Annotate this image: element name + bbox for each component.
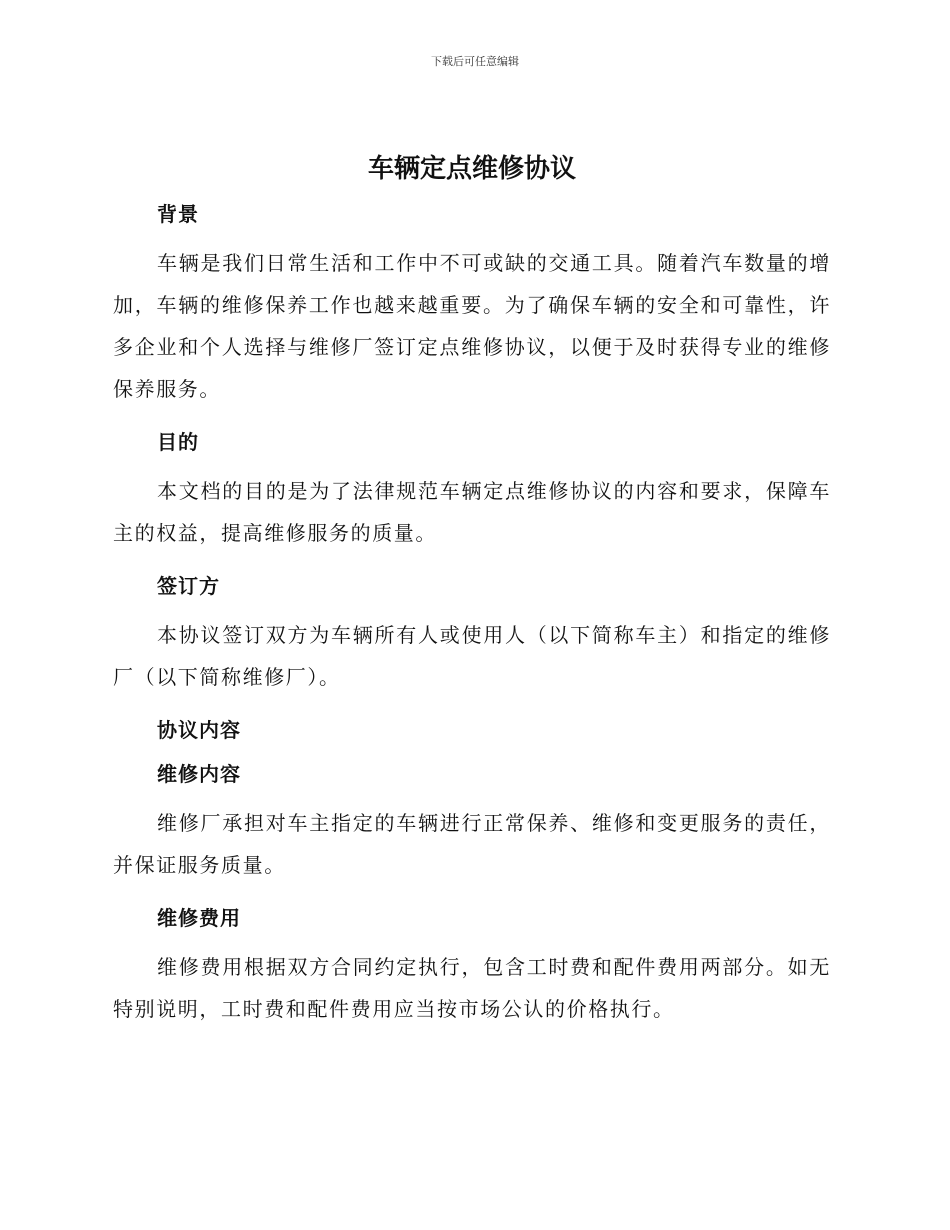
section-agreement-content <box>113 710 831 750</box>
section-heading-background: 背景 <box>157 202 199 226</box>
section-heading-purpose: 目的 <box>157 430 199 454</box>
section-repair-fees <box>113 898 831 1030</box>
section-heading-repair-content: 维修内容 <box>157 762 241 786</box>
section-body-repair-fees: 维修费用根据双方合同约定执行，包含工时费和配件费用两部分。如无特别说明，工时费和配件费用应当按市场公认的价格执行。 <box>113 955 831 1021</box>
page-header-note: 下载后可任意编辑 <box>431 55 519 68</box>
section-purpose <box>113 422 831 554</box>
section-body-background: 车辆是我们日常生活和工作中不可或缺的交通工具。随着汽车数量的增加，车辆的维修保养工作也越来越重要。为了确保车辆的安全和可靠性，许多企业和个人选择与维修厂签订定点维修协议，以便于及时获得专业的维修保养服务。 <box>113 251 831 401</box>
document-content <box>113 148 831 1030</box>
section-body-repair-content: 维修厂承担对车主指定的车辆进行正常保养、维修和变更服务的责任，并保证服务质量。 <box>113 811 831 877</box>
section-heading-parties: 签订方 <box>157 574 220 598</box>
section-heading-repair-fees: 维修费用 <box>157 906 241 930</box>
section-parties <box>113 566 831 698</box>
section-body-parties: 本协议签订双方为车辆所有人或使用人（以下简称车主）和指定的维修厂（以下简称维修厂）。 <box>113 623 831 689</box>
section-heading-agreement-content: 协议内容 <box>157 718 241 742</box>
section-background <box>113 194 831 410</box>
document-title: 车辆定点维修协议 <box>367 154 576 184</box>
section-body-purpose: 本文档的目的是为了法律规范车辆定点维修协议的内容和要求，保障车主的权益，提高维修服务的质量。 <box>113 479 831 545</box>
section-repair-content <box>113 754 831 886</box>
